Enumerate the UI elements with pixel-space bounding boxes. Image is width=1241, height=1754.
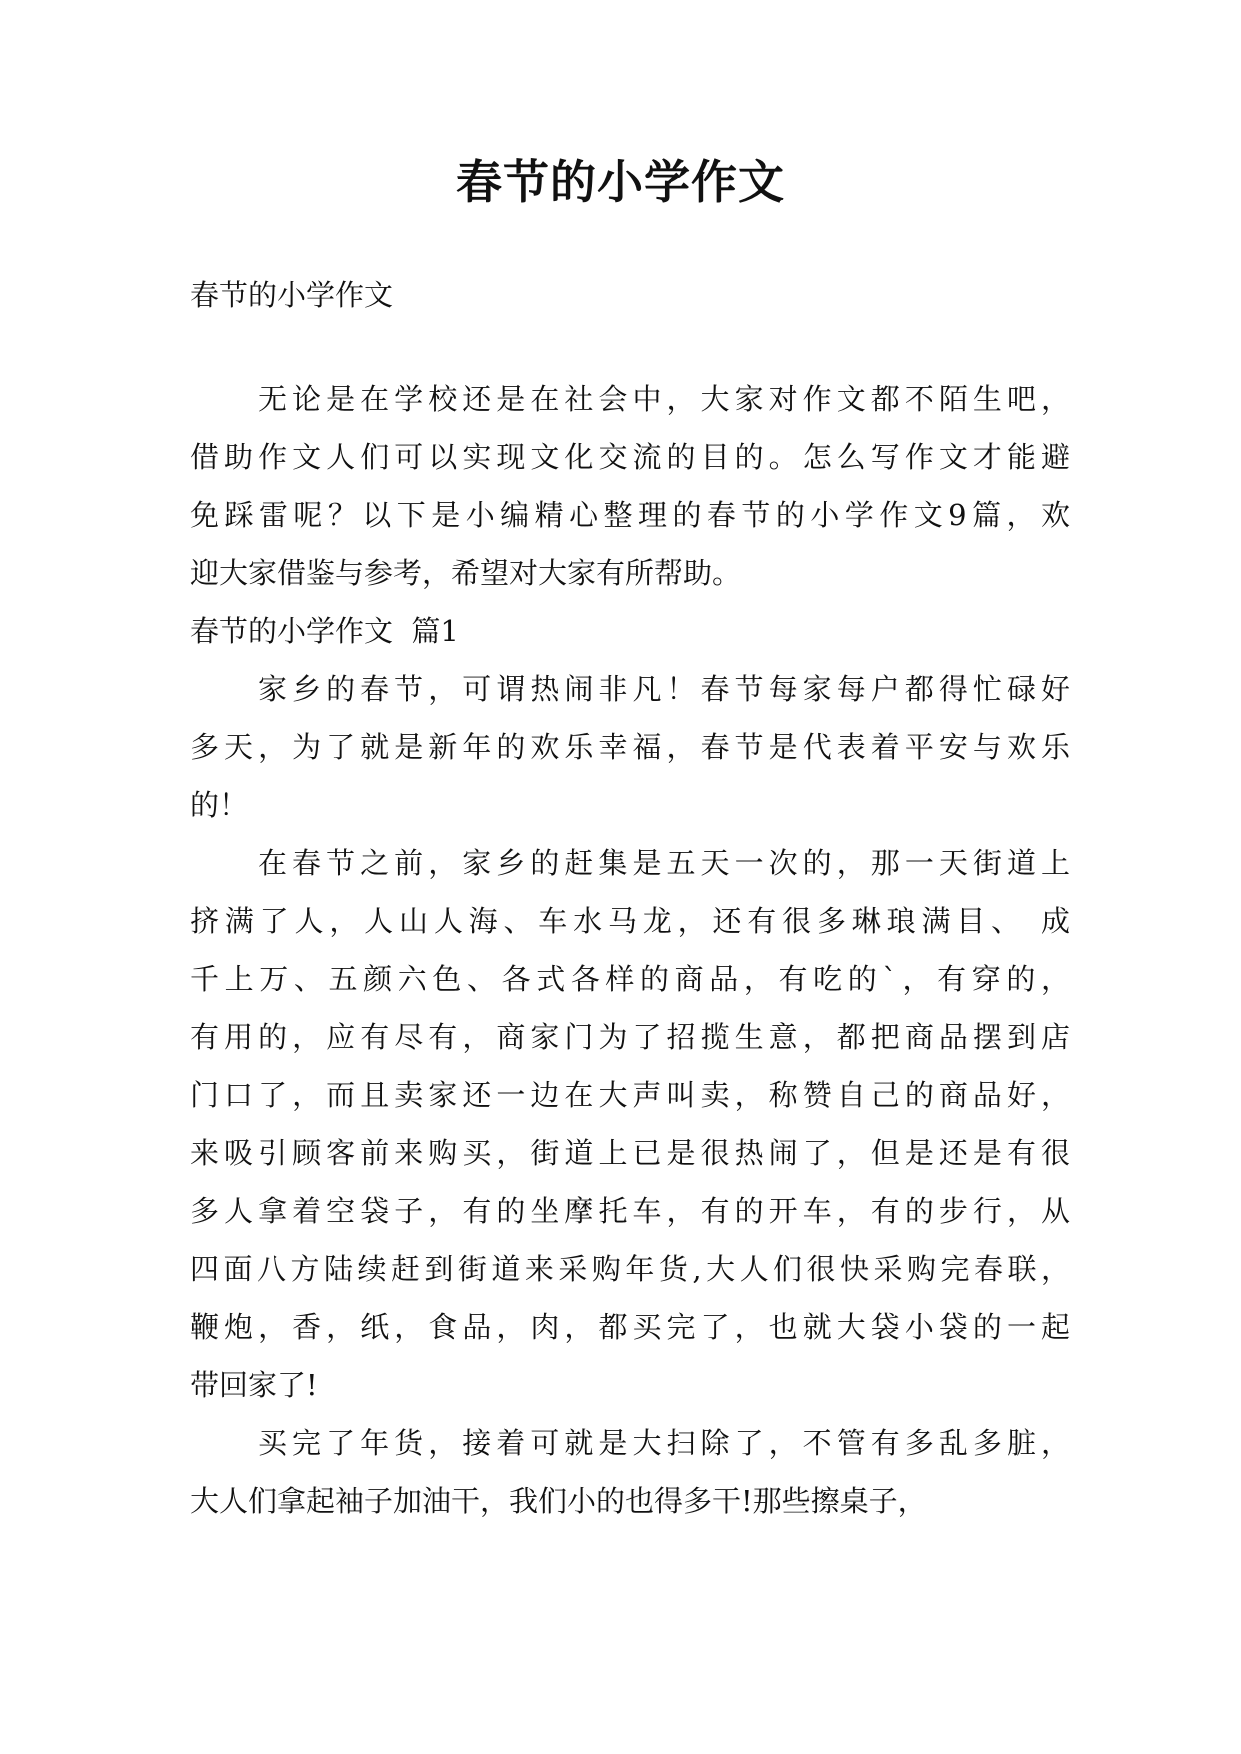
paragraph-line: 来吸引顾客前来购买，街道上已是很热闹了，但是还是有很 xyxy=(190,1136,1070,1170)
document-title: 春节的小学作文 xyxy=(456,155,785,209)
paragraph-line: 家乡的春节，可谓热闹非凡！春节每家每户都得忙碌好 xyxy=(258,672,1070,706)
paragraph-line: 门口了，而且卖家还一边在大声叫卖，称赞自己的商品好， xyxy=(190,1078,1070,1112)
paragraph-line: 千上万、五颜六色、各式各样的商品，有吃的`，有穿的， xyxy=(190,962,1070,996)
paragraph-line: 带回家了! xyxy=(190,1368,318,1402)
paragraph-line: 买完了年货，接着可就是大扫除了，不管有多乱多脏， xyxy=(258,1426,1070,1460)
paragraph-line: 的！ xyxy=(190,788,249,822)
document-body xyxy=(190,266,1070,1530)
intro-paragraph xyxy=(190,370,1070,602)
paragraph-line: 无论是在学校还是在社会中，大家对作文都不陌生吧， xyxy=(258,382,1070,416)
paragraph-line: 大人们拿起袖子加油干，我们小的也得多干!那些擦桌子， xyxy=(190,1484,927,1518)
paragraph-line: 有用的，应有尽有，商家门为了招揽生意，都把商品摆到店 xyxy=(190,1020,1070,1054)
document-subtitle: 春节的小学作文 xyxy=(190,278,394,312)
paragraph-line: 在春节之前，家乡的赶集是五天一次的，那一天街道上 xyxy=(258,846,1070,880)
paragraph-line: 借助作文人们可以实现文化交流的目的。怎么写作文才能避 xyxy=(190,440,1070,474)
paragraph-line: 免踩雷呢？以下是小编精心整理的春节的小学作文9篇，欢 xyxy=(190,498,1070,532)
paragraph-line: 鞭炮，香，纸，食品，肉，都买完了，也就大袋小袋的一起 xyxy=(190,1310,1070,1344)
paragraph-1 xyxy=(190,660,1070,834)
paragraph-3 xyxy=(190,1414,1070,1530)
paragraph-line: 挤满了人，人山人海、车水马龙，还有很多琳琅满目、 成 xyxy=(190,904,1070,938)
spacer xyxy=(190,324,1070,370)
section-heading: 春节的小学作文 篇1 xyxy=(190,614,459,648)
paragraph-line: 多天，为了就是新年的欢乐幸福，春节是代表着平安与欢乐 xyxy=(190,730,1070,764)
paragraph-line: 多人拿着空袋子，有的坐摩托车，有的开车，有的步行，从 xyxy=(190,1194,1070,1228)
paragraph-2 xyxy=(190,834,1070,1414)
paragraph-line: 四面八方陆续赶到街道来采购年货,大人们很快采购完春联， xyxy=(190,1252,1070,1286)
paragraph-line: 迎大家借鉴与参考，希望对大家有所帮助。 xyxy=(190,556,742,590)
